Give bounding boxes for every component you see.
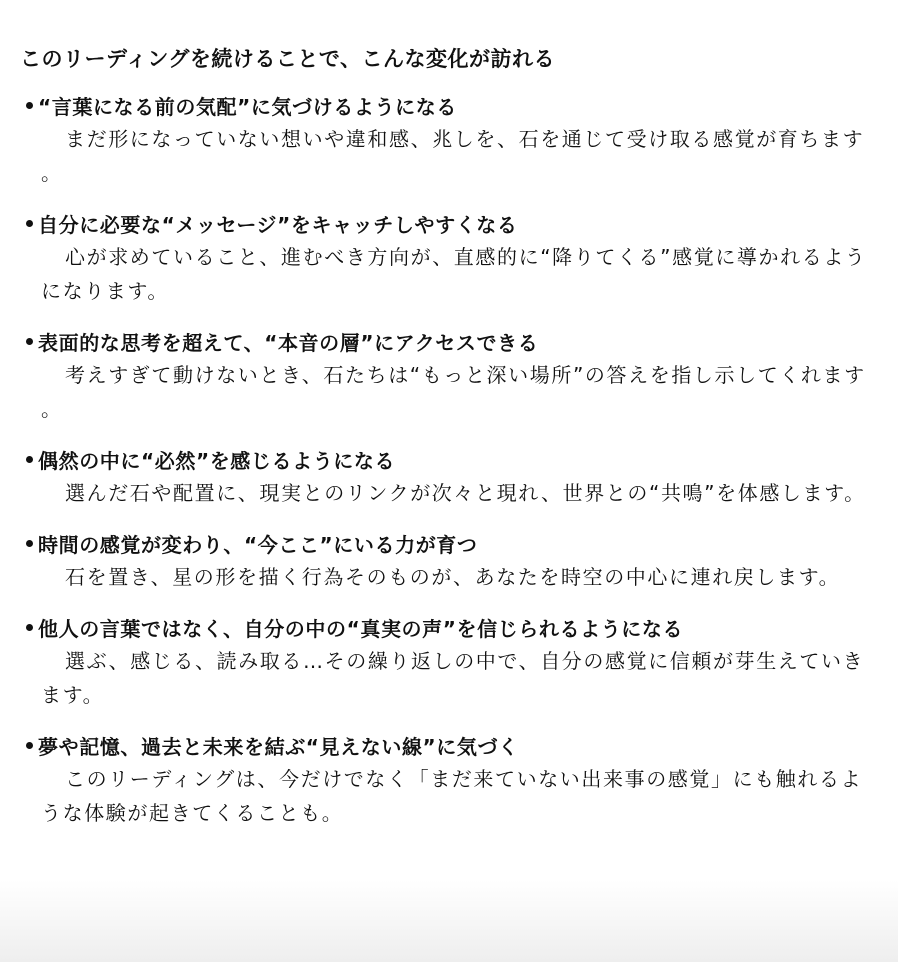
- item-description: まだ形になっていない想いや違和感、兆しを、石を通じて受け取る感覚が育ちます。: [41, 127, 865, 185]
- item-title: 表面的な思考を超えて、“本音の層”にアクセスできる: [38, 330, 539, 355]
- item-title: 夢や記憶、過去と未来を結ぶ“見えない線”に気づく: [38, 734, 519, 759]
- item-description: 考えすぎて動けないとき、石たちは“もっと深い場所”の答えを指し示してくれます。: [41, 363, 866, 421]
- list-item: [20, 728, 874, 830]
- bullet-icon: [26, 220, 33, 227]
- list-item: [20, 610, 874, 712]
- item-description: 選ぶ、感じる、読み取る…その繰り返しの中で、自分の感覚に信頼が芽生えていきます。: [41, 649, 865, 707]
- item-title: 他人の言葉ではなく、自分の中の“真実の声”を信じられるようになる: [38, 616, 684, 641]
- section-heading: このリーディングを続けることで、こんな変化が訪れる: [20, 47, 555, 71]
- list-item: [20, 526, 874, 594]
- list-item: [20, 324, 874, 426]
- item-description: このリーディングは、今だけでなく「まだ来ていない出来事の感覚」にも触れるような体験が起きてくることも。: [41, 767, 863, 825]
- list-item: [20, 88, 874, 190]
- bullet-icon: [26, 624, 33, 631]
- item-description: 心が求めていること、進むべき方向が、直感的に“降りてくる”感覚に導かれるようになります。: [41, 245, 867, 303]
- bullet-icon: [26, 102, 33, 109]
- item-description: 石を置き、星の形を描く行為そのものが、あなたを時空の中心に連れ戻します。: [65, 565, 841, 589]
- item-title: 偶然の中に“必然”を感じるようになる: [38, 448, 396, 473]
- list-item: [20, 206, 874, 308]
- bullet-icon: [26, 742, 33, 749]
- item-title: 自分に必要な“メッセージ”をキャッチしやすくなる: [38, 212, 518, 237]
- item-title: “言葉になる前の気配”に気づけるようになる: [38, 94, 457, 119]
- item-description: 選んだ石や配置に、現実とのリンクが次々と現れ、世界との“共鳴”を体感します。: [65, 481, 866, 505]
- bullet-icon: [26, 540, 33, 547]
- bullet-icon: [26, 456, 33, 463]
- change-list: [20, 88, 874, 830]
- bullet-icon: [26, 338, 33, 345]
- item-title: 時間の感覚が変わり、“今ここ”にいる力が育つ: [38, 532, 478, 557]
- list-item: [20, 442, 874, 510]
